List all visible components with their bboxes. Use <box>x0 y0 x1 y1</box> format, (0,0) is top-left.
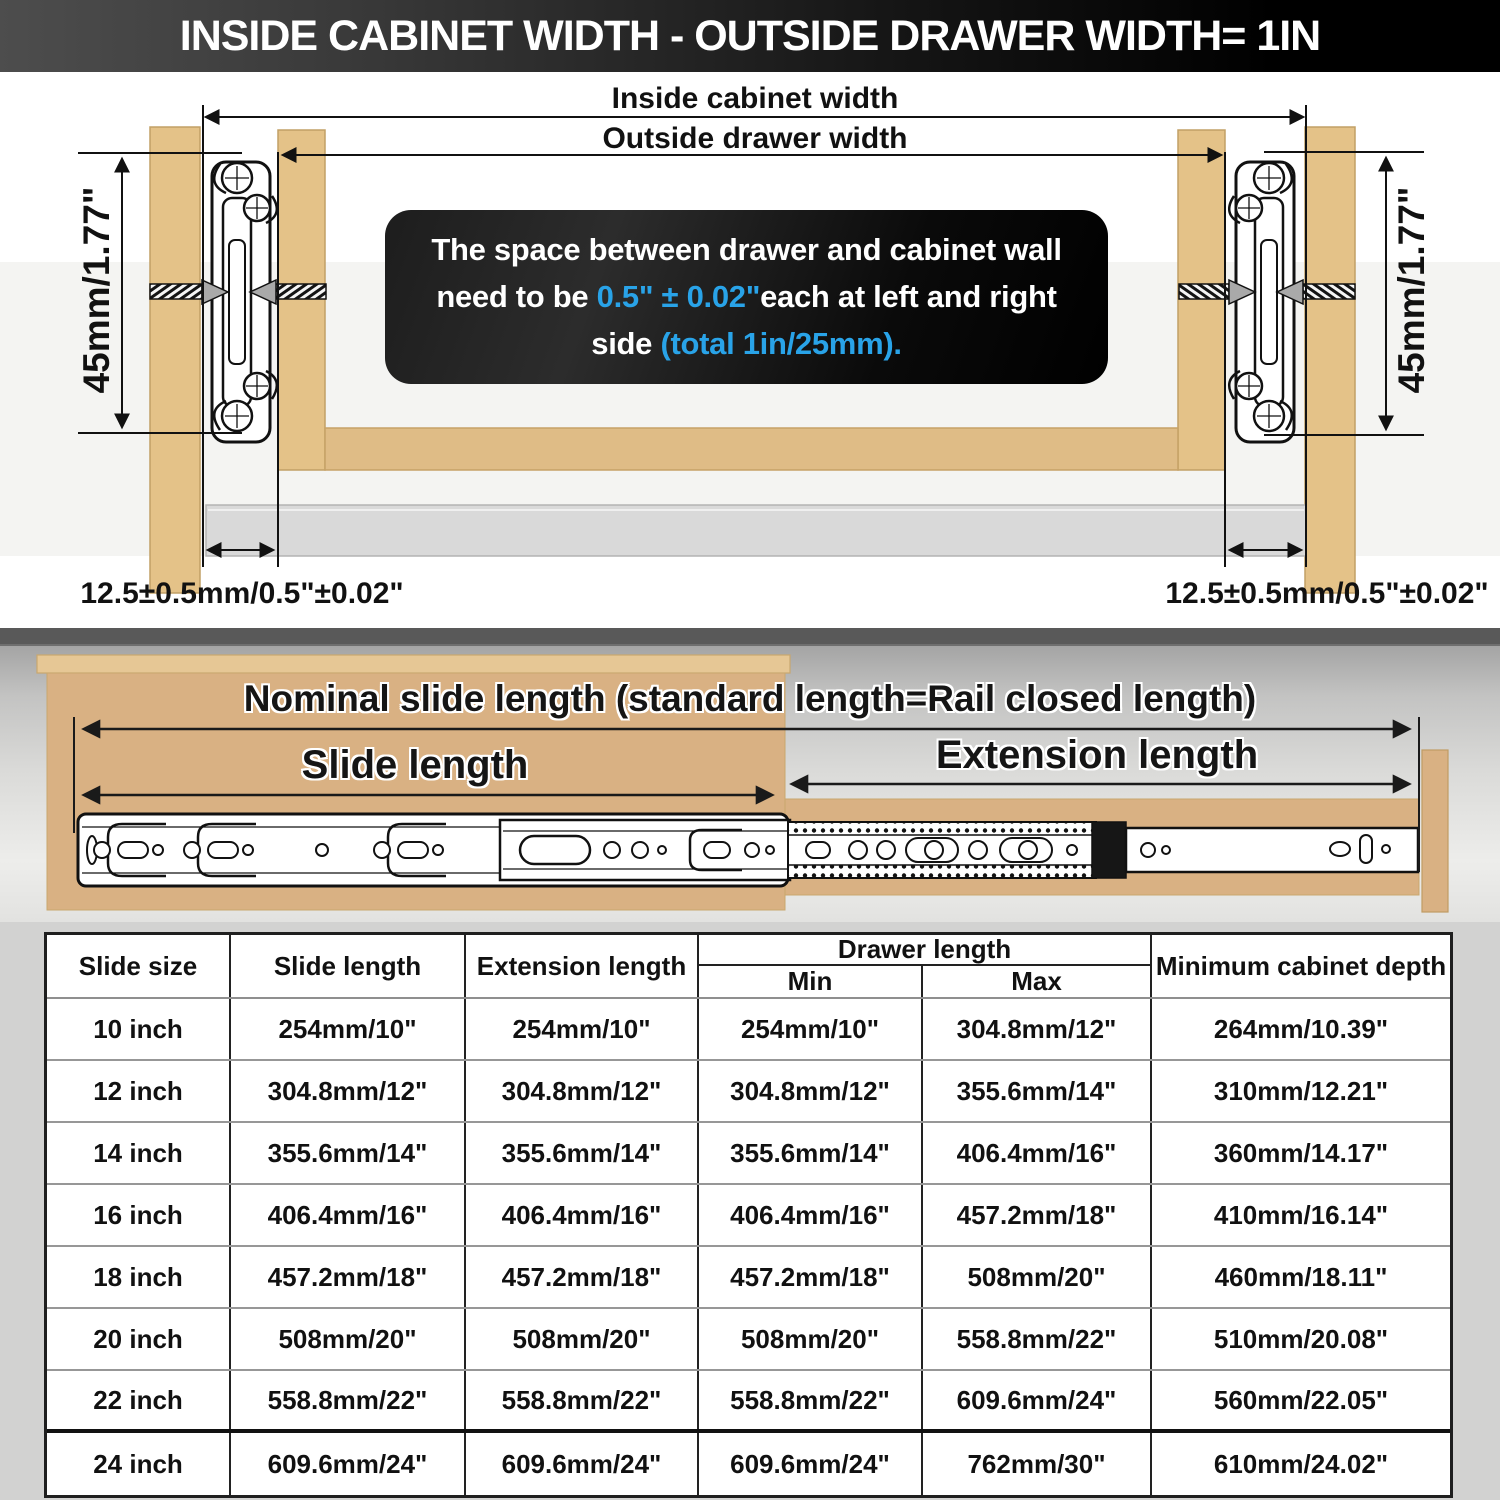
right-gap-dimension-label: 12.5±0.5mm/0.5"±0.02" <box>1165 577 1489 610</box>
header-extension-length: Extension length <box>466 935 699 997</box>
table-cell: 24 inch <box>47 1433 231 1495</box>
table-header <box>47 935 1450 999</box>
table-cell: 560mm/22.05" <box>1213 1384 1389 1415</box>
left-gap-dimension-label: 12.5±0.5mm/0.5"±0.02" <box>80 577 404 610</box>
table-cell: 610mm/24.02" <box>1213 1448 1389 1479</box>
table-row <box>47 1247 1450 1309</box>
table-cell: 310mm/12.21" <box>1213 1075 1389 1106</box>
table-cell: 254mm/10" <box>699 999 923 1059</box>
size-table <box>44 932 1453 1498</box>
note-line-2: need to be 0.5" ± 0.02"each at left and right <box>436 279 1057 314</box>
table-cell: 10 inch <box>47 999 231 1059</box>
cabinet-cross-section-diagram <box>0 72 1500 628</box>
nominal-length-label: Nominal slide length (standard length=Rail closed length) <box>243 678 1257 719</box>
header-drawer-min: Min <box>699 966 923 997</box>
slide-length-label: Slide length <box>301 743 529 787</box>
table-cell: 406.4mm/16" <box>699 1185 923 1245</box>
table-cell: 14 inch <box>47 1123 231 1183</box>
header-drawer-max: Max <box>923 966 1152 997</box>
inside-cabinet-width-label: Inside cabinet width <box>611 82 899 115</box>
table-cell: 355.6mm/14" <box>231 1123 466 1183</box>
table-cell: 609.6mm/24" <box>699 1433 923 1495</box>
table-cell: 355.6mm/14" <box>923 1061 1152 1121</box>
right-slide-height-label: 45mm/1.77" <box>1391 186 1432 394</box>
left-cabinet-wall <box>150 127 200 593</box>
table-cell: 510mm/20.08" <box>1213 1323 1389 1354</box>
table-row <box>47 1371 1450 1433</box>
table-cell: 457.2mm/18" <box>923 1185 1152 1245</box>
table-cell: 254mm/10" <box>466 999 699 1059</box>
note-highlight-tolerance: 0.5" ± 0.02" <box>596 279 761 314</box>
header-banner <box>0 0 1500 72</box>
table-cell: 355.6mm/14" <box>466 1123 699 1183</box>
table-cell: 355.6mm/14" <box>699 1123 923 1183</box>
table-cell: 406.4mm/16" <box>231 1185 466 1245</box>
table-cell: 508mm/20" <box>466 1309 699 1369</box>
table-cell: 304.8mm/12" <box>699 1061 923 1121</box>
table-cell: 508mm/20" <box>699 1309 923 1369</box>
slide-middle-rail <box>500 820 790 880</box>
header-min-cabinet-depth: Minimum cabinet depth <box>1155 950 1447 981</box>
left-slide-height-label: 45mm/1.77" <box>76 186 117 394</box>
table-cell: 508mm/20" <box>923 1247 1152 1307</box>
table-cell: 457.2mm/18" <box>466 1247 699 1307</box>
right-cabinet-wall <box>1305 127 1355 593</box>
extension-length-label: Extension length <box>935 733 1259 777</box>
drawer-bottom-panel <box>325 428 1178 470</box>
section-divider <box>0 628 1500 646</box>
table-row <box>47 1433 1450 1495</box>
table-cell: 18 inch <box>47 1247 231 1307</box>
header-drawer-length: Drawer length <box>699 935 1152 966</box>
table-row <box>47 1309 1450 1371</box>
left-slide-cross-section <box>212 162 277 442</box>
table-cell: 254mm/10" <box>231 999 466 1059</box>
table-cell: 304.8mm/12" <box>923 999 1152 1059</box>
table-cell: 406.4mm/16" <box>923 1123 1152 1183</box>
table-cell: 460mm/18.11" <box>1214 1261 1388 1292</box>
outside-drawer-width-label: Outside drawer width <box>602 122 908 155</box>
table-cell: 558.8mm/22" <box>923 1309 1152 1369</box>
table-cell: 22 inch <box>47 1371 231 1429</box>
table-row <box>47 1123 1450 1185</box>
table-cell: 558.8mm/22" <box>231 1371 466 1429</box>
note-highlight-total: (total 1in/25mm). <box>660 326 902 361</box>
table-cell: 457.2mm/18" <box>231 1247 466 1307</box>
note-line-1: The space between drawer and cabinet wall <box>431 232 1062 267</box>
note-line-3: side (total 1in/25mm). <box>591 326 902 361</box>
table-cell: 558.8mm/22" <box>466 1371 699 1429</box>
slide-extended-member <box>788 822 1126 878</box>
banner-title: INSIDE CABINET WIDTH - OUTSIDE DRAWER WIDTH= 1IN <box>179 11 1321 60</box>
right-drawer-wall <box>1178 130 1225 470</box>
table-cell: 762mm/30" <box>923 1433 1152 1495</box>
table-cell: 457.2mm/18" <box>699 1247 923 1307</box>
right-slide-cross-section <box>1229 162 1294 442</box>
table-cell: 304.8mm/12" <box>231 1061 466 1121</box>
table-cell: 264mm/10.39" <box>1213 1013 1389 1044</box>
header-slide-size: Slide size <box>47 935 231 997</box>
table-cell: 508mm/20" <box>231 1309 466 1369</box>
table-body <box>47 999 1450 1495</box>
table-cell: 609.6mm/24" <box>231 1433 466 1495</box>
table-cell: 12 inch <box>47 1061 231 1121</box>
table-cell: 16 inch <box>47 1185 231 1245</box>
table-cell: 609.6mm/24" <box>923 1371 1152 1429</box>
left-drawer-wall <box>278 130 325 470</box>
header-slide-length: Slide length <box>231 935 466 997</box>
table-cell: 304.8mm/12" <box>466 1061 699 1121</box>
slide-length-diagram <box>0 646 1500 922</box>
table-row <box>47 1061 1450 1123</box>
table-cell: 20 inch <box>47 1309 231 1369</box>
size-table-section <box>0 922 1500 1500</box>
cabinet-bottom-rail <box>206 505 1306 556</box>
table-row <box>47 999 1450 1061</box>
spacing-note-box <box>385 210 1108 384</box>
table-cell: 406.4mm/16" <box>466 1185 699 1245</box>
table-cell: 609.6mm/24" <box>466 1433 699 1495</box>
table-cell: 360mm/14.17" <box>1213 1137 1389 1168</box>
table-cell: 410mm/16.14" <box>1213 1199 1389 1230</box>
table-cell: 558.8mm/22" <box>699 1371 923 1429</box>
slide-inner-rail <box>1126 828 1418 872</box>
table-row <box>47 1185 1450 1247</box>
